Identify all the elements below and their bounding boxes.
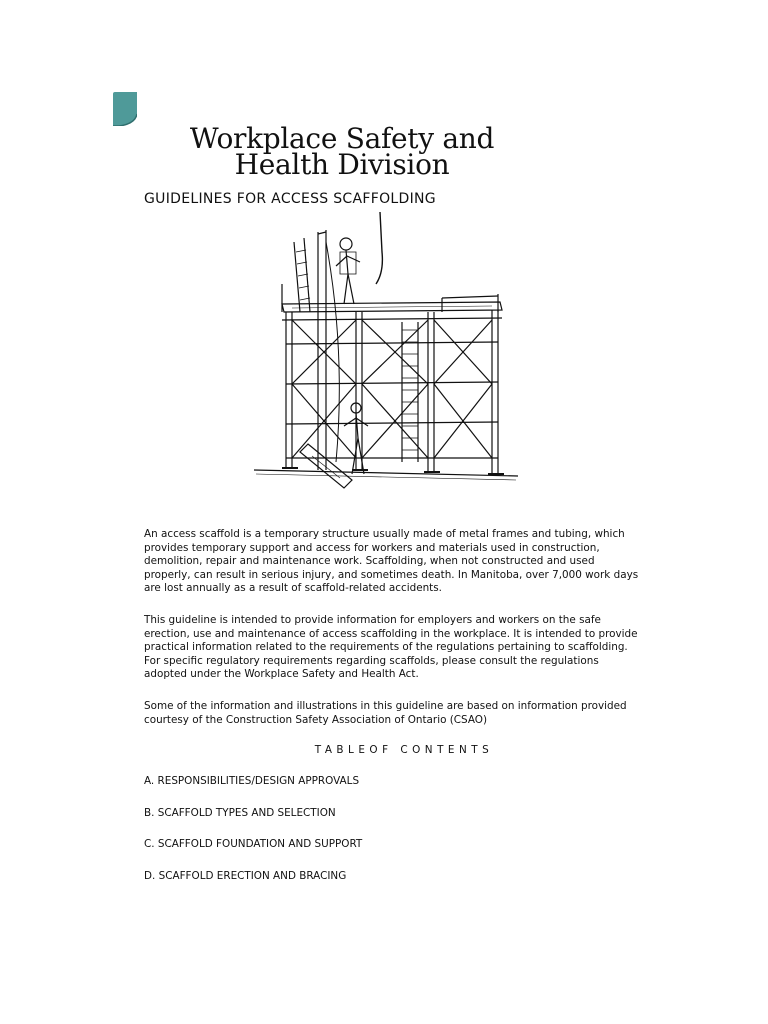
intro-paragraph: An access scaffold is a temporary structure usually made of metal frames and tubing, which provides temporary support and access for workers and materials used in construction, demolition, repair and maintenance work. Scaffolding, when not constructed and used properly, can result in serious injury, and sometimes death. In Manitoba, over 7,000 work days are lost annually as a result of scaffold-related accidents. (144, 528, 639, 595)
toc-heading: TABLEOF CONTENTS (314, 744, 494, 756)
scaffold-illustration (252, 212, 522, 494)
title-line-1: Workplace Safety and (189, 122, 495, 155)
document-subtitle: GUIDELINES FOR ACCESS SCAFFOLDING (144, 191, 436, 207)
organization-title (152, 122, 532, 181)
toc-item-erection[interactable]: D. SCAFFOLD ERECTION AND BRACING (144, 870, 347, 882)
purpose-paragraph: This guideline is intended to provide information for employers and workers on the safe erection, use and maintenance of access scaffolding in the workplace. It is intended to provide practical information related to the requirements of the regulations pertaining to scaffolding. For specific regulatory requirements regarding scaffolds, please consult the regulations adopted under the Workplace Safety and Health Act. (144, 614, 638, 681)
page-tab-icon (113, 92, 137, 126)
title-line-2: Health Division (234, 148, 450, 181)
toc-item-scaffold-types[interactable]: B. SCAFFOLD TYPES AND SELECTION (144, 807, 336, 819)
credits-paragraph: Some of the information and illustrations in this guideline are based on information provided courtesy of the Construction Safety Association of Ontario (CSAO) (144, 700, 627, 726)
toc-item-responsibilities[interactable]: A. RESPONSIBILITIES/DESIGN APPROVALS (144, 775, 360, 787)
toc-item-foundation[interactable]: C. SCAFFOLD FOUNDATION AND SUPPORT (144, 838, 363, 850)
